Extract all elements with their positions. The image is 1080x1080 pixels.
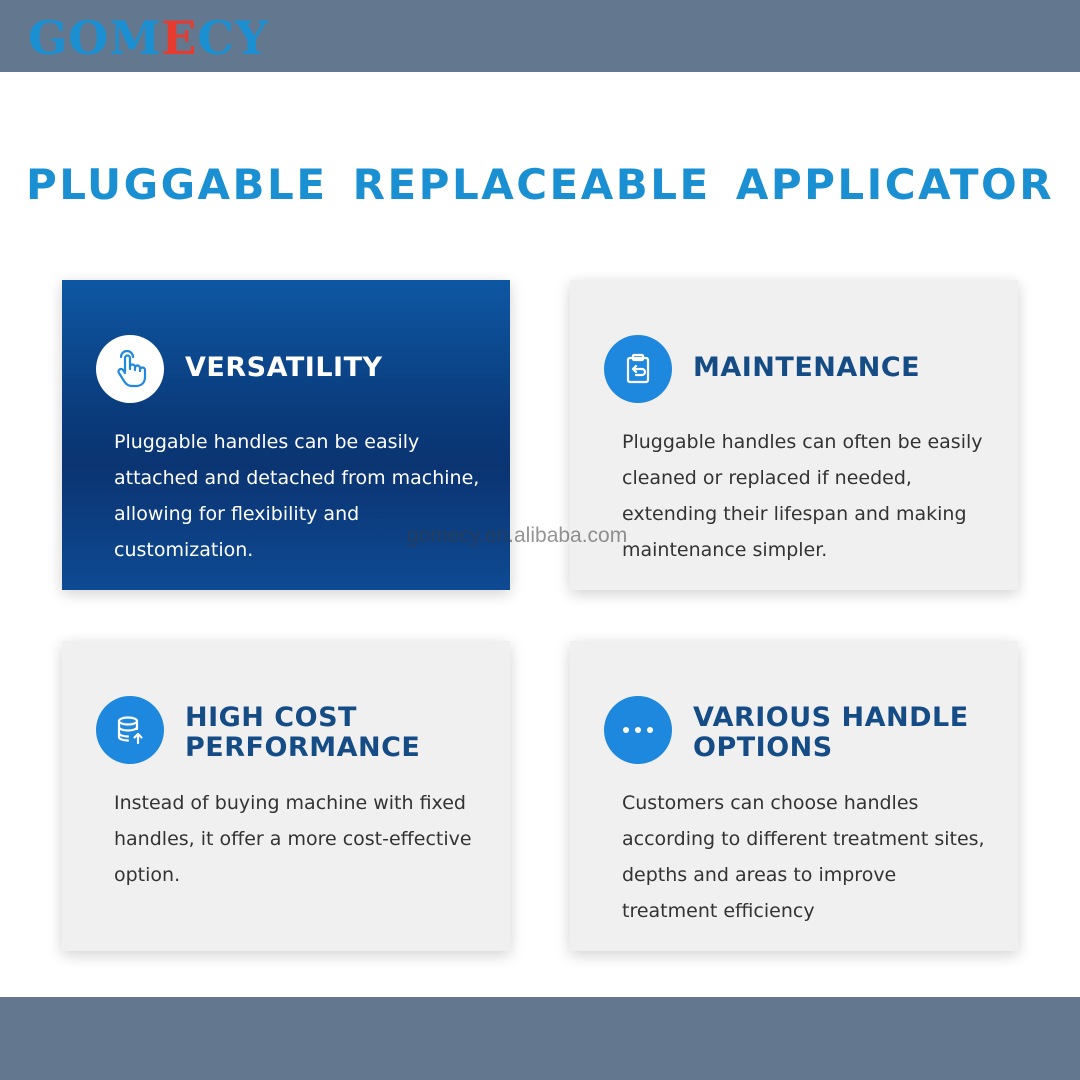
card-title — [693, 703, 969, 763]
card-title-line-2: PERFORMANCE — [185, 732, 421, 763]
card-title-line-1: VARIOUS HANDLE — [693, 702, 969, 733]
clipboard-return-icon — [604, 335, 672, 403]
logo-text: GOMECY — [28, 11, 269, 65]
feature-card-maintenance — [570, 280, 1018, 590]
brand-logo[interactable] — [28, 10, 269, 66]
card-body: Customers can choose handles according to different treatment sites, depths and areas to improve treatment efficiency — [622, 792, 985, 922]
card-title-line-2: OPTIONS — [693, 732, 833, 763]
feature-card-handle-options — [570, 641, 1018, 951]
footer-bar — [0, 997, 1080, 1080]
watermark: gomecy.en.alibaba.com — [407, 524, 628, 547]
card-body: Instead of buying machine with fixed handles, it offer a more cost-effective option. — [114, 792, 472, 886]
page-title: PLUGGABLE REPLACEABLE APPLICATOR — [25, 160, 1055, 209]
card-body: Pluggable handles can be easily attached and detached from machine, allowing for flexibility and customization. — [114, 431, 480, 561]
card-body: Pluggable handles can often be easily cleaned or replaced if needed, extending their lifespan and making maintenance simpler. — [622, 431, 983, 561]
database-arrow-icon — [96, 696, 164, 764]
card-title — [185, 703, 420, 763]
card-title: VERSATILITY — [185, 352, 383, 383]
header-bar — [0, 0, 1080, 72]
card-title-line-1: HIGH COST — [185, 702, 357, 733]
more-dots-icon — [604, 696, 672, 764]
card-title: MAINTENANCE — [693, 352, 921, 383]
feature-card-cost-performance — [62, 641, 510, 951]
hand-tap-icon — [96, 335, 164, 403]
